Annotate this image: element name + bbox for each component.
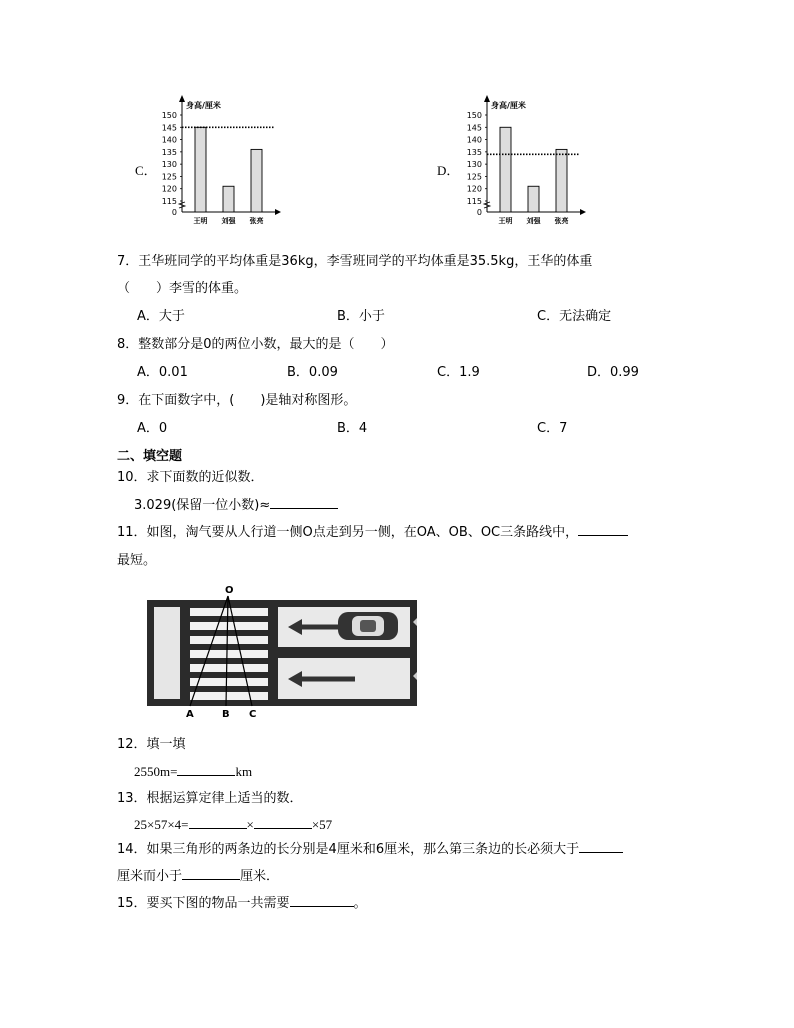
section-title-fill-in: 二、填空题 bbox=[117, 449, 183, 464]
question-14-text-b: 厘米． bbox=[240, 869, 280, 884]
question-12: 12．填一填 bbox=[117, 737, 186, 752]
question-9-option-c[interactable]: C．7 bbox=[537, 421, 568, 436]
y-tick-label: 150 bbox=[161, 111, 177, 120]
question-14-line1 bbox=[117, 838, 623, 857]
y-tick-label: 130 bbox=[161, 160, 177, 170]
option-d-label: D． bbox=[437, 163, 460, 178]
point-a-label: A bbox=[186, 709, 194, 720]
question-8-option-c[interactable]: C．1.9 bbox=[437, 365, 480, 380]
answer-blank[interactable] bbox=[177, 761, 235, 776]
question-11-line1 bbox=[117, 521, 628, 540]
answer-blank[interactable] bbox=[182, 865, 240, 880]
question-13-expression: 25×57×4= bbox=[134, 817, 189, 832]
y-tick-label: 140 bbox=[161, 135, 177, 145]
point-o-label: O bbox=[225, 585, 234, 596]
y-tick-label: 0 bbox=[171, 208, 177, 217]
bar bbox=[251, 149, 262, 212]
y-tick-label: 115 bbox=[161, 197, 177, 206]
question-13-times: × bbox=[246, 817, 254, 832]
question-11-line2: 最短。 bbox=[117, 553, 157, 568]
answer-blank[interactable] bbox=[189, 814, 247, 829]
y-tick-label: 135 bbox=[466, 147, 482, 157]
y-tick-label: 0 bbox=[476, 208, 482, 217]
y-tick-label: 130 bbox=[466, 160, 482, 170]
x-tick-label: 刘强 bbox=[526, 217, 541, 225]
y-tick-label: 135 bbox=[161, 147, 177, 157]
answer-blank[interactable] bbox=[270, 494, 338, 509]
question-13-sub bbox=[134, 814, 332, 833]
y-tick-label: 140 bbox=[466, 135, 482, 145]
question-15 bbox=[117, 892, 367, 911]
point-c-label: C bbox=[249, 709, 257, 720]
x-axis-arrow bbox=[580, 209, 586, 215]
question-7-line2: （ ）李雪的体重。 bbox=[117, 281, 248, 296]
y-tick-label: 120 bbox=[161, 184, 177, 194]
question-7-option-a[interactable]: A．大于 bbox=[137, 309, 185, 324]
question-10-sub bbox=[134, 494, 338, 513]
question-12-unit: km bbox=[235, 764, 253, 779]
bar-chart-option-d bbox=[455, 95, 590, 230]
question-10: 10．求下面数的近似数． bbox=[117, 470, 264, 485]
question-7-line1: 7．王华班同学的平均体重是36kg，李雪班同学的平均体重是35.5kg，王华的体重 bbox=[117, 254, 593, 269]
question-9: 9．在下面数字中，( )是轴对称图形。 bbox=[117, 393, 357, 408]
question-15-end: 。 bbox=[353, 896, 367, 911]
question-8-option-d[interactable]: D．0.99 bbox=[587, 365, 639, 380]
y-tick-label: 125 bbox=[466, 172, 482, 182]
y-axis-label: 身高/厘米 bbox=[491, 101, 526, 110]
question-7-option-b[interactable]: B．小于 bbox=[337, 309, 385, 324]
question-14-text: 14．如果三角形的两条边的长分别是4厘米和6厘米，那么第三条边的长必须大于 bbox=[117, 842, 580, 857]
answer-blank[interactable] bbox=[290, 892, 354, 907]
bar bbox=[556, 149, 567, 212]
x-tick-label: 张亮 bbox=[249, 217, 264, 225]
x-axis-arrow bbox=[275, 209, 281, 215]
question-8-option-a[interactable]: A．0.01 bbox=[137, 365, 188, 380]
bar bbox=[195, 127, 206, 212]
question-8: 8．整数部分是0的两位小数，最大的是（ ） bbox=[117, 337, 394, 352]
question-13: 13．根据运算定律上适当的数． bbox=[117, 791, 303, 806]
y-tick-label: 150 bbox=[466, 111, 482, 120]
question-12-expression: 2550m= bbox=[134, 764, 178, 779]
option-c-label: C． bbox=[135, 163, 157, 178]
y-axis-arrow bbox=[179, 95, 185, 102]
x-tick-label: 张亮 bbox=[554, 217, 569, 225]
question-9-option-a[interactable]: A．0 bbox=[137, 421, 168, 436]
axis-break-mark bbox=[179, 202, 185, 208]
y-tick-label: 120 bbox=[466, 184, 482, 194]
bar bbox=[223, 186, 234, 212]
y-tick-label: 125 bbox=[161, 172, 177, 182]
y-tick-label: 145 bbox=[466, 123, 482, 133]
bar bbox=[528, 186, 539, 212]
y-tick-label: 115 bbox=[466, 197, 482, 206]
question-14-text-a: 厘米而小于 bbox=[117, 869, 183, 884]
question-13-tail: ×57 bbox=[311, 817, 333, 832]
y-tick-label: 145 bbox=[161, 123, 177, 133]
point-b-label: B bbox=[222, 709, 230, 720]
y-axis-label: 身高/厘米 bbox=[186, 101, 221, 110]
bar bbox=[500, 127, 511, 212]
question-7-option-c[interactable]: C．无法确定 bbox=[537, 309, 612, 324]
answer-blank[interactable] bbox=[579, 838, 623, 853]
question-10-expression: 3.029(保留一位小数)≈ bbox=[134, 498, 271, 513]
answer-blank[interactable] bbox=[578, 521, 628, 536]
axis-break-mark bbox=[484, 202, 490, 208]
question-11-text: 11．如图，淘气要从人行道一侧O点走到另一侧，在OA、OB、OC三条路线中， bbox=[117, 525, 579, 540]
question-9-option-b[interactable]: B．4 bbox=[337, 421, 368, 436]
car-icon bbox=[338, 612, 398, 640]
question-14-line2 bbox=[117, 865, 279, 884]
question-8-option-b[interactable]: B．0.09 bbox=[287, 365, 338, 380]
y-axis-arrow bbox=[484, 95, 490, 102]
crosswalk-figure bbox=[140, 582, 425, 722]
question-15-text: 15．要买下图的物品一共需要 bbox=[117, 896, 290, 911]
sidewalk-left bbox=[154, 607, 180, 699]
answer-blank[interactable] bbox=[254, 814, 312, 829]
question-12-sub bbox=[134, 761, 252, 780]
x-tick-label: 刘强 bbox=[221, 217, 236, 225]
x-tick-label: 王明 bbox=[498, 217, 513, 225]
x-tick-label: 王明 bbox=[193, 217, 208, 225]
bar-chart-option-c bbox=[150, 95, 285, 230]
